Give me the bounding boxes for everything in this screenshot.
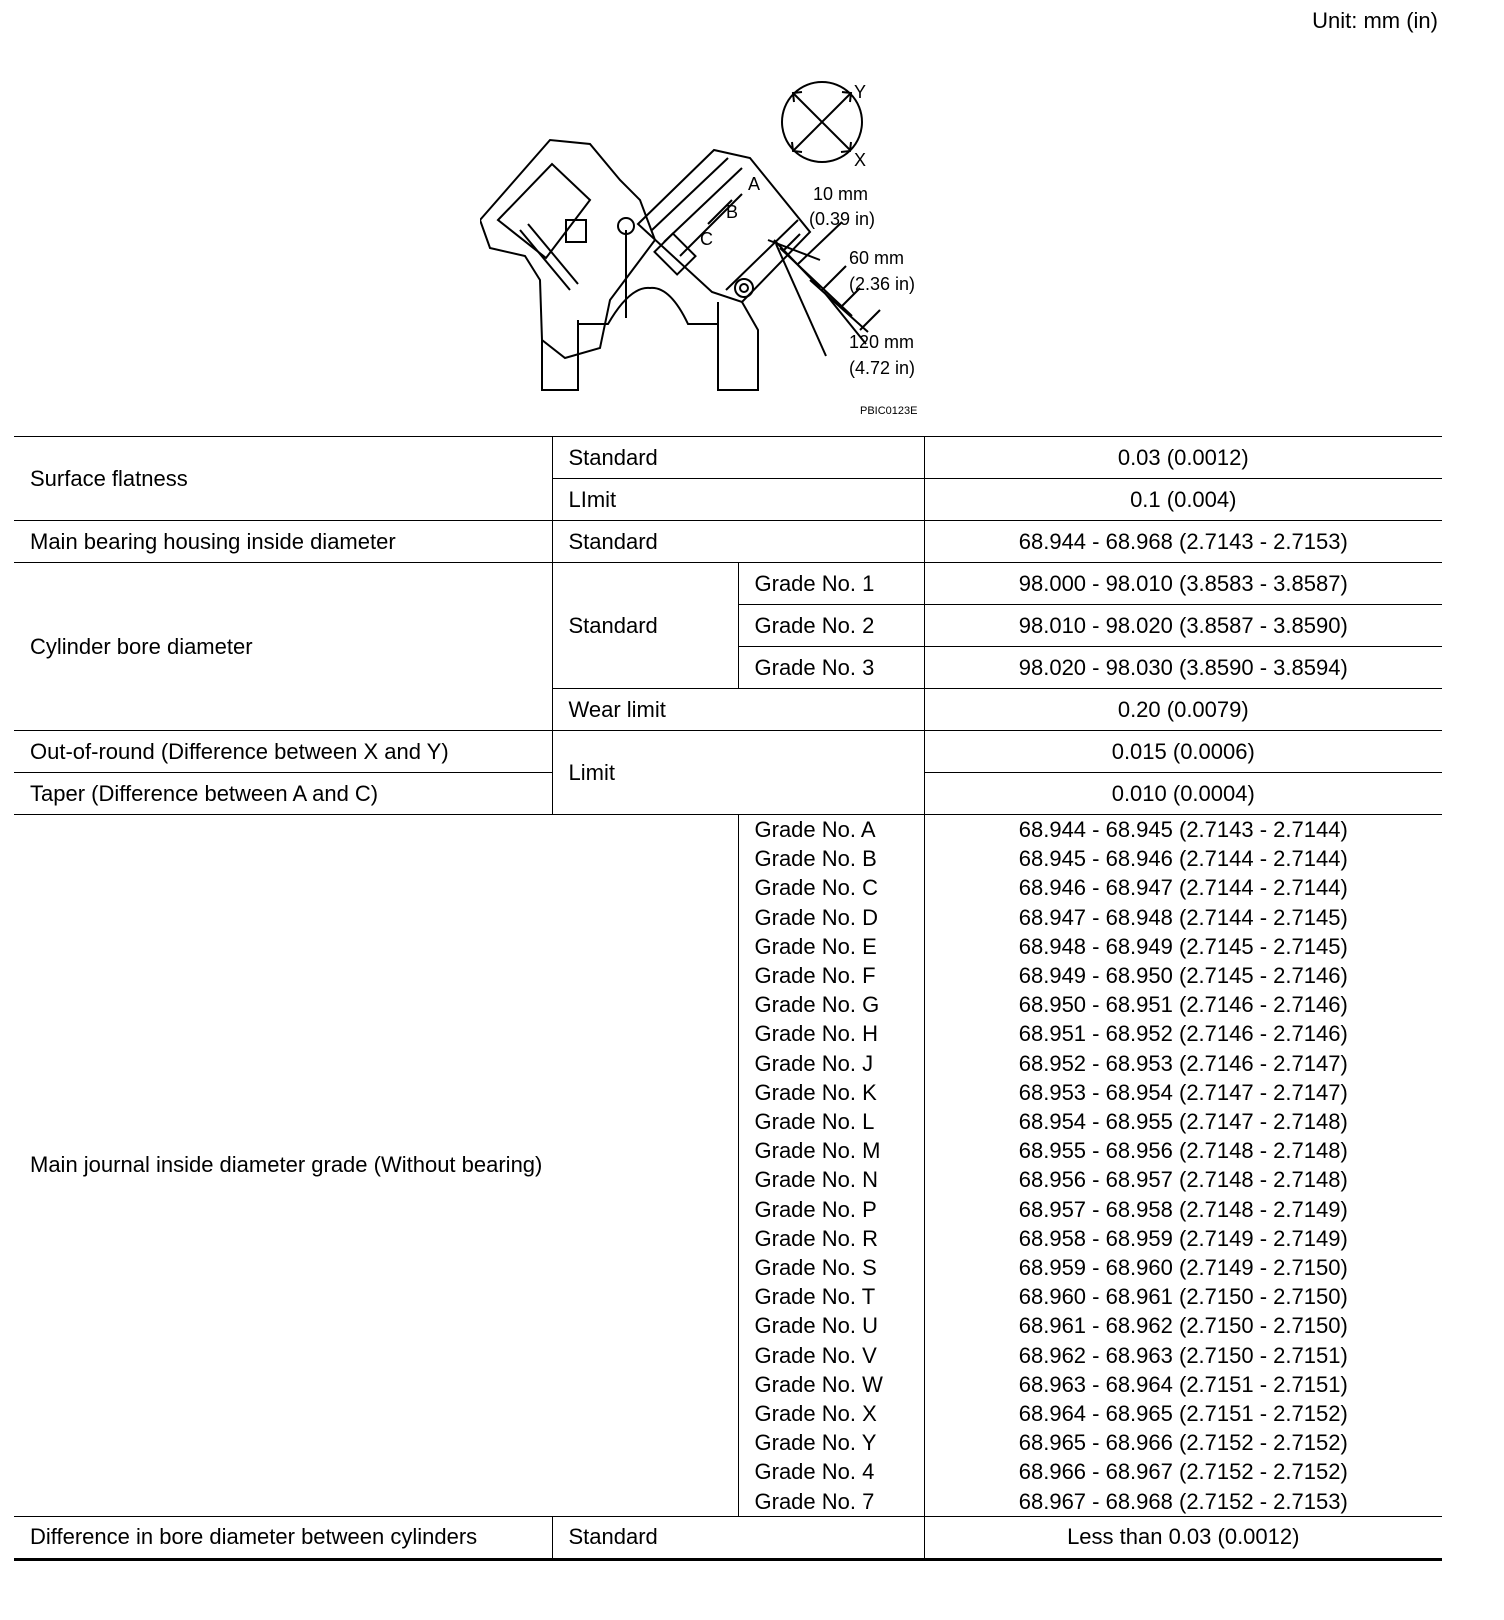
- figure-point-a: A: [748, 174, 761, 194]
- journal-grade-value: 68.961 - 68.962 (2.7150 - 2.7150): [1018, 1313, 1348, 1339]
- journal-grade: Grade No. Y: [754, 1430, 877, 1456]
- main-journal-grades: [738, 815, 924, 1517]
- main-bearing-label: Main bearing housing inside diameter: [14, 521, 552, 563]
- unit-label: Unit: mm (in): [1312, 8, 1438, 33]
- journal-grade-value: 68.947 - 68.948 (2.7144 - 2.7145): [1018, 904, 1348, 930]
- journal-grade-value: 68.950 - 68.951 (2.7146 - 2.7146): [1018, 992, 1348, 1018]
- journal-grade-value: 68.958 - 68.959 (2.7149 - 2.7149): [1018, 1225, 1348, 1251]
- surface-flatness-standard-label: Standard: [552, 437, 924, 479]
- journal-grade: Grade No. N: [754, 1167, 878, 1193]
- journal-grade-value: 68.944 - 68.945 (2.7143 - 2.7144): [1018, 817, 1348, 842]
- journal-grade: Grade No. V: [754, 1342, 877, 1368]
- journal-grade-value: 68.959 - 68.960 (2.7149 - 2.7150): [1018, 1255, 1348, 1281]
- journal-grade: Grade No. E: [754, 933, 877, 959]
- table-row: [14, 437, 1442, 479]
- taper-value: 0.010 (0.0004): [924, 773, 1442, 815]
- journal-grade: Grade No. H: [754, 1021, 878, 1047]
- journal-grade: Grade No. B: [754, 846, 877, 872]
- surface-flatness-label: Surface flatness: [14, 437, 552, 521]
- journal-grade: Grade No. G: [754, 992, 880, 1018]
- journal-grade: Grade No. L: [754, 1109, 875, 1135]
- figure-axis-y: Y: [854, 82, 867, 102]
- cylinder-bore-grade-value: 98.010 - 98.020 (3.8587 - 3.8590): [924, 605, 1442, 647]
- figure-dim2-mm: 60 mm: [849, 248, 905, 268]
- journal-grade: Grade No. R: [754, 1225, 878, 1251]
- journal-grade: Grade No. 4: [754, 1459, 875, 1485]
- journal-grade: Grade No. P: [754, 1196, 877, 1222]
- main-journal-values: [924, 815, 1442, 1517]
- journal-grade: Grade No. C: [754, 875, 878, 901]
- main-bearing-standard-label: Standard: [552, 521, 924, 563]
- surface-flatness-limit-value: 0.1 (0.004): [924, 479, 1442, 521]
- journal-grade-value: 68.954 - 68.955 (2.7147 - 2.7148): [1018, 1109, 1348, 1135]
- bore-difference-value: Less than 0.03 (0.0012): [924, 1516, 1442, 1559]
- journal-grade-value: 68.946 - 68.947 (2.7144 - 2.7144): [1018, 875, 1348, 901]
- table-row: [14, 521, 1442, 563]
- cylinder-bore-grade-value: 98.020 - 98.030 (3.8590 - 3.8594): [924, 647, 1442, 689]
- figure-dim1-mm: 10 mm: [813, 184, 869, 204]
- taper-label: Taper (Difference between A and C): [14, 773, 552, 815]
- figure-dim3-in: (4.72 in): [849, 358, 916, 378]
- journal-grade-value: 68.967 - 68.968 (2.7152 - 2.7153): [1018, 1488, 1348, 1514]
- journal-grade: Grade No. X: [754, 1401, 877, 1427]
- journal-grade: Grade No. S: [754, 1255, 877, 1281]
- cylinder-bore-grade: Grade No. 2: [738, 605, 924, 647]
- journal-grade-value: 68.964 - 68.965 (2.7151 - 2.7152): [1018, 1401, 1348, 1427]
- wear-limit-label: Wear limit: [552, 689, 924, 731]
- journal-grade: Grade No. W: [754, 1371, 883, 1397]
- journal-grade: Grade No. J: [754, 1050, 874, 1076]
- figure-point-b: B: [726, 202, 739, 222]
- journal-grade-value: 68.955 - 68.956 (2.7148 - 2.7148): [1018, 1138, 1348, 1164]
- journal-grade: Grade No. F: [754, 963, 876, 989]
- journal-grade-value: 68.966 - 68.967 (2.7152 - 2.7152): [1018, 1459, 1348, 1485]
- cylinder-block-illustration: [480, 80, 1000, 440]
- figure-dim1-in: (0.39 in): [809, 209, 876, 229]
- cylinder-bore-grade-value: 98.000 - 98.010 (3.8583 - 3.8587): [924, 563, 1442, 605]
- table-row: [14, 1516, 1442, 1559]
- bore-difference-label: Difference in bore diameter between cylinders: [14, 1516, 552, 1559]
- figure-dim3-mm: 120 mm: [849, 332, 915, 352]
- journal-grade-value: 68.965 - 68.966 (2.7152 - 2.7152): [1018, 1430, 1348, 1456]
- cylinder-bore-grade: Grade No. 1: [738, 563, 924, 605]
- journal-grade-value: 68.956 - 68.957 (2.7148 - 2.7148): [1018, 1167, 1348, 1193]
- journal-grade-value: 68.960 - 68.961 (2.7150 - 2.7150): [1018, 1284, 1348, 1310]
- journal-grade-value: 68.951 - 68.952 (2.7146 - 2.7146): [1018, 1021, 1348, 1047]
- bore-difference-standard-label: Standard: [552, 1516, 924, 1559]
- journal-grade-value: 68.948 - 68.949 (2.7145 - 2.7145): [1018, 933, 1348, 959]
- limit-label: Limit: [552, 731, 924, 815]
- journal-grade-value: 68.963 - 68.964 (2.7151 - 2.7151): [1018, 1371, 1348, 1397]
- cylinder-bore-label: Cylinder bore diameter: [14, 563, 552, 731]
- table-row: [14, 731, 1442, 773]
- journal-grade: Grade No. A: [754, 817, 876, 842]
- figure-code: PBIC0123E: [860, 405, 918, 417]
- surface-flatness-standard-value: 0.03 (0.0012): [924, 437, 1442, 479]
- cylinder-bore-grade: Grade No. 3: [738, 647, 924, 689]
- out-of-round-value: 0.015 (0.0006): [924, 731, 1442, 773]
- table-row: [14, 563, 1442, 605]
- journal-grade: Grade No. M: [754, 1138, 881, 1164]
- cylinder-block-diagram: [480, 80, 1000, 440]
- out-of-round-label: Out-of-round (Difference between X and Y): [14, 731, 552, 773]
- wear-limit-value: 0.20 (0.0079): [924, 689, 1442, 731]
- journal-grade-value: 68.957 - 68.958 (2.7148 - 2.7149): [1018, 1196, 1348, 1222]
- journal-grade: Grade No. 7: [754, 1488, 875, 1514]
- journal-grade: Grade No. K: [754, 1079, 877, 1105]
- figure-point-c: C: [700, 229, 713, 249]
- journal-grade-value: 68.952 - 68.953 (2.7146 - 2.7147): [1018, 1050, 1348, 1076]
- surface-flatness-limit-label: LImit: [552, 479, 924, 521]
- journal-grade: Grade No. D: [754, 904, 878, 930]
- journal-grade: Grade No. U: [754, 1313, 878, 1339]
- journal-grade-value: 68.949 - 68.950 (2.7145 - 2.7146): [1018, 963, 1348, 989]
- journal-grade: Grade No. T: [754, 1284, 876, 1310]
- figure-dim2-in: (2.36 in): [849, 274, 916, 294]
- main-journal-label: Main journal inside diameter grade (Without bearing): [14, 815, 738, 1517]
- journal-grade-value: 68.953 - 68.954 (2.7147 - 2.7147): [1018, 1079, 1348, 1105]
- specification-table: [14, 436, 1442, 1561]
- table-row: [14, 815, 1442, 1517]
- main-bearing-value: 68.944 - 68.968 (2.7143 - 2.7153): [924, 521, 1442, 563]
- cylinder-bore-standard-label: Standard: [552, 563, 738, 689]
- figure-axis-x: X: [854, 150, 867, 170]
- journal-grade-value: 68.962 - 68.963 (2.7150 - 2.7151): [1018, 1342, 1348, 1368]
- journal-grade-value: 68.945 - 68.946 (2.7144 - 2.7144): [1018, 846, 1348, 872]
